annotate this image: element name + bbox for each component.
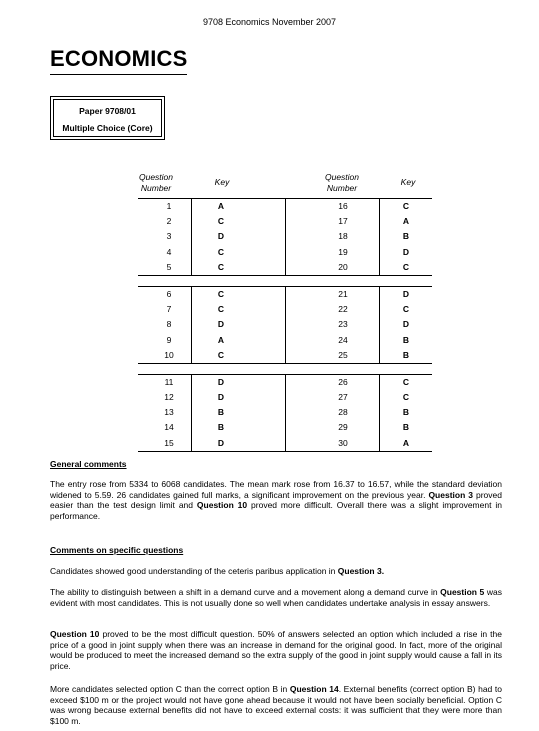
table-row	[138, 260, 432, 275]
table-row	[138, 302, 432, 317]
answer-key-table	[138, 198, 432, 452]
answer-key: B	[402, 422, 410, 433]
table-row	[138, 375, 432, 390]
key-header-left: Key	[214, 177, 230, 187]
answer-key: A	[402, 216, 410, 227]
question-number: 30	[338, 437, 348, 448]
question-number: 24	[338, 334, 348, 345]
paragraph-q3	[50, 566, 502, 577]
question-number: 11	[164, 376, 174, 387]
question-number: 7	[166, 304, 172, 315]
question-group	[138, 286, 432, 364]
general-comments-heading: General comments	[50, 459, 127, 469]
text-bold: Question 5	[440, 587, 485, 597]
answer-key: B	[402, 334, 410, 345]
answer-key: D	[217, 376, 225, 387]
answer-key: C	[217, 261, 225, 272]
question-number: 3	[166, 231, 172, 242]
header-question-text: Question	[138, 172, 174, 182]
answer-key: A	[402, 437, 410, 448]
table-row	[138, 333, 432, 348]
answer-key: B	[217, 407, 225, 418]
header-number-text: Number	[140, 183, 172, 193]
question-number: 15	[164, 437, 174, 448]
answer-key: C	[217, 288, 225, 299]
group-gap	[138, 276, 432, 286]
answer-key: D	[217, 231, 225, 242]
answer-key: C	[402, 261, 410, 272]
table-row	[138, 390, 432, 405]
paper-number: Paper 9708/01	[79, 106, 136, 116]
question-number: 9	[166, 334, 172, 345]
answer-key: C	[217, 349, 225, 360]
text: proved to be the most difficult question. 50% of answers selected an option which included a rise in the price of a good in joint supply when there was an increase in demand for the original good. In fact, more of the original would be produced to meet the increased demand so the extra supply of the good in joint supply would cause a fall in its price.	[50, 629, 502, 671]
answer-key: B	[217, 422, 225, 433]
paper-box	[50, 96, 165, 140]
key-header-right: Key	[400, 177, 416, 187]
answer-key: C	[402, 392, 410, 403]
answer-key: D	[217, 319, 225, 330]
question-number: 10	[164, 349, 174, 360]
table-row	[138, 405, 432, 420]
general-comments-paragraph	[50, 479, 502, 521]
question-number: 16	[338, 201, 348, 211]
text: More candidates selected option C than the correct option B in	[50, 684, 290, 694]
question-number: 5	[166, 261, 172, 272]
text: proved easier than the test design limit and	[50, 489, 502, 511]
question-number: 2	[166, 216, 172, 227]
paragraph-q10	[50, 629, 502, 671]
answer-key: C	[402, 376, 410, 387]
answer-key: C	[402, 304, 410, 315]
answer-key: D	[402, 288, 410, 299]
question-number: 27	[338, 392, 348, 403]
question-number: 6	[166, 288, 172, 299]
answer-key: B	[402, 407, 410, 418]
answer-key: A	[217, 201, 225, 211]
question-group	[138, 374, 432, 452]
answer-key: C	[217, 246, 225, 257]
text: The ability to distinguish between a shift in a demand curve and a movement along a demand curve in	[50, 587, 441, 597]
answer-key: D	[402, 246, 410, 257]
group-gap	[138, 364, 432, 374]
header-number-text: Number	[326, 183, 358, 193]
text: Candidates showed good understanding of the ceteris paribus application in	[50, 566, 338, 576]
question-number: 4	[166, 246, 172, 257]
table-row	[138, 199, 432, 214]
header-question-text: Question	[324, 172, 360, 182]
answer-key: B	[402, 349, 410, 360]
question-number: 23	[338, 319, 348, 330]
question-number: 18	[338, 231, 348, 242]
table-row	[138, 229, 432, 244]
text: The entry rose from 5334 to 6068 candidates. The mean mark rose from 16.37 to 16.57, while the standard deviation widened to 5.59. 26 candidates gained full marks, a significant improvement on the previous year.	[50, 479, 502, 500]
answer-key: C	[217, 216, 225, 227]
text: . External benefits (correct option B) had to exceed $100 m or the project would not have gone ahead because it would not have been socially beneficial. Option C was wrong because external benefits did not have to exceed external costs: it was sufficient that they were more than $100 m.	[50, 684, 502, 726]
question-number-header-right	[314, 172, 370, 194]
question-number: 14	[164, 422, 174, 433]
table-row	[138, 420, 432, 435]
question-number-header-left	[128, 172, 184, 194]
question-number: 8	[166, 319, 172, 330]
table-row	[138, 317, 432, 332]
answer-key: B	[402, 231, 410, 242]
question-number: 26	[338, 376, 348, 387]
table-row	[138, 287, 432, 302]
paragraph-q5	[50, 587, 502, 608]
question-number: 28	[338, 407, 348, 418]
table-row	[138, 436, 432, 451]
answer-key: D	[217, 392, 225, 403]
table-row	[138, 348, 432, 363]
question-number: 17	[338, 216, 348, 227]
specific-comments-heading: Comments on specific questions	[50, 545, 184, 555]
text-bold: Question 3.	[337, 566, 385, 576]
question-number: 1	[166, 201, 172, 211]
answer-key: C	[402, 201, 410, 211]
question-number: 25	[338, 349, 348, 360]
question-number: 29	[338, 422, 348, 433]
question-number: 22	[338, 304, 348, 315]
text-bold: Question 14	[289, 684, 339, 694]
paragraph-q14	[50, 684, 502, 726]
text-bold: Question 10	[196, 500, 248, 511]
question-group	[138, 198, 432, 276]
paper-type: Multiple Choice (Core)	[62, 123, 153, 133]
answer-key: D	[217, 437, 225, 448]
title-underline	[50, 74, 187, 75]
table-row	[138, 245, 432, 260]
page-title: ECONOMICS	[50, 46, 188, 71]
page-header: 9708 Economics November 2007	[202, 17, 337, 27]
text: was evident with most candidates. This is not usually done so well when candidates undertake analysis in essay answers.	[50, 587, 502, 608]
text-bold: Question 10	[50, 629, 100, 639]
question-number: 19	[338, 246, 348, 257]
answer-key: D	[402, 319, 410, 330]
question-number: 12	[164, 392, 174, 403]
question-number: 21	[338, 288, 348, 299]
question-number: 20	[338, 261, 348, 272]
text-bold: Question 3	[428, 489, 473, 500]
text: proved more difficult. Overall there was a slight improvement in performance.	[50, 500, 502, 521]
table-row	[138, 214, 432, 229]
answer-key: C	[217, 304, 225, 315]
question-number: 13	[164, 407, 174, 418]
answer-key: A	[217, 334, 225, 345]
